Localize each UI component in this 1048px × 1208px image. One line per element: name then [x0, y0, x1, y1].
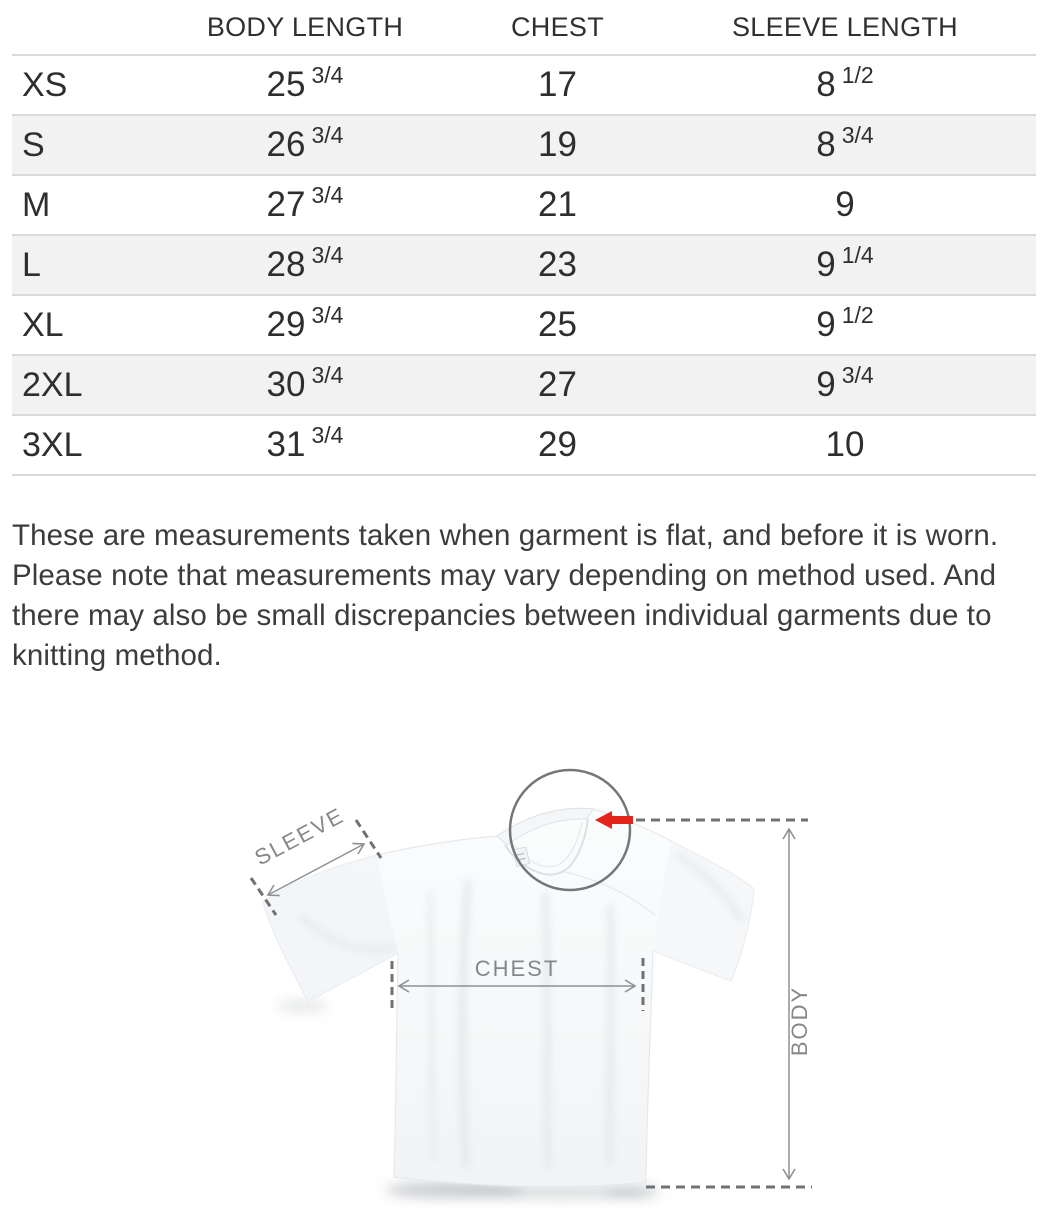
value-whole: 23 — [538, 245, 577, 284]
sleeve-length-value — [675, 241, 1015, 285]
chest-value — [440, 125, 675, 165]
value-whole: 9 — [816, 365, 836, 404]
table-row-m — [12, 176, 1036, 236]
value-whole: 17 — [538, 65, 577, 104]
value-fraction: 3/4 — [311, 61, 344, 88]
column-header-body-length: BODY LENGTH — [206, 11, 404, 42]
value-fraction: 3/4 — [311, 361, 344, 388]
body-length-value — [170, 361, 440, 405]
column-header-sleeve-length: SLEEVE LENGTH — [732, 11, 958, 42]
size-label: XL — [22, 305, 64, 344]
value-whole: 25 — [266, 65, 306, 104]
sleeve-length-value — [675, 361, 1015, 405]
value-whole: 8 — [816, 125, 836, 164]
sleeve-length-value — [675, 121, 1015, 165]
value-whole: 9 — [816, 305, 836, 344]
chest-label: CHEST — [474, 956, 560, 981]
size-label: S — [22, 125, 45, 164]
value-whole: 31 — [266, 425, 306, 464]
value-fraction: 1/4 — [841, 241, 874, 268]
measurement-note: These are measurements taken when garment is flat, and before it is worn. Please note that measurements may vary depending on method used. And there may also be small discrepancies between individual garments due to knitting method. — [12, 519, 999, 672]
body-label: BODY — [787, 985, 812, 1057]
value-whole: 26 — [266, 125, 306, 164]
size-table — [12, 0, 1036, 476]
table-header-row — [12, 0, 1036, 56]
chest-value — [440, 365, 675, 405]
value-whole: 9 — [835, 185, 855, 224]
body-length-value — [170, 301, 440, 345]
sleeve-length-value — [675, 301, 1015, 345]
value-fraction: 3/4 — [311, 241, 344, 268]
value-whole: 8 — [816, 65, 836, 104]
table-row-xl — [12, 296, 1036, 356]
value-whole: 27 — [538, 365, 577, 404]
value-whole: 25 — [538, 305, 577, 344]
value-fraction: 3/4 — [311, 421, 344, 448]
value-whole: 27 — [266, 185, 306, 224]
value-whole: 9 — [816, 245, 836, 284]
sleeve-length-value — [675, 61, 1015, 105]
tshirt-left-sleeve — [263, 855, 398, 1001]
value-whole: 21 — [538, 185, 577, 224]
body-length-value — [170, 181, 440, 225]
value-whole: 29 — [266, 305, 306, 344]
size-label: M — [22, 185, 51, 224]
value-whole: 19 — [538, 125, 577, 164]
size-label: XS — [22, 65, 68, 104]
table-row-3xl — [12, 416, 1036, 476]
tshirt-measurement-diagram — [0, 700, 1048, 1208]
body-length-value — [170, 121, 440, 165]
value-whole: 28 — [266, 245, 306, 284]
table-row-l — [12, 236, 1036, 296]
value-fraction: 3/4 — [311, 181, 344, 208]
chest-value — [440, 245, 675, 285]
table-row-2xl — [12, 356, 1036, 416]
size-label: 3XL — [22, 425, 83, 464]
size-label: 2XL — [22, 365, 83, 404]
size-label: L — [22, 245, 41, 284]
table-row-xs — [12, 56, 1036, 116]
sleeve-label: SLEEVE — [250, 802, 349, 871]
chest-value — [440, 305, 675, 345]
sleeve-upper-dashed-line — [356, 820, 381, 858]
value-fraction: 3/4 — [841, 361, 874, 388]
chest-value — [440, 65, 675, 105]
value-fraction: 1/2 — [841, 301, 874, 328]
chest-value — [440, 425, 675, 465]
value-fraction: 3/4 — [311, 301, 344, 328]
value-fraction: 3/4 — [841, 121, 874, 148]
body-length-value — [170, 241, 440, 285]
sleeve-length-value — [675, 185, 1015, 225]
value-whole: 10 — [825, 425, 865, 464]
value-fraction: 1/2 — [841, 61, 874, 88]
value-fraction: 3/4 — [311, 121, 344, 148]
table-row-s — [12, 116, 1036, 176]
value-whole: 30 — [266, 365, 306, 404]
body-length-value — [170, 61, 440, 105]
chest-value — [440, 185, 675, 225]
value-whole: 29 — [538, 425, 577, 464]
column-header-chest: CHEST — [510, 11, 604, 42]
sleeve-length-value — [675, 425, 1015, 465]
body-length-value — [170, 421, 440, 465]
